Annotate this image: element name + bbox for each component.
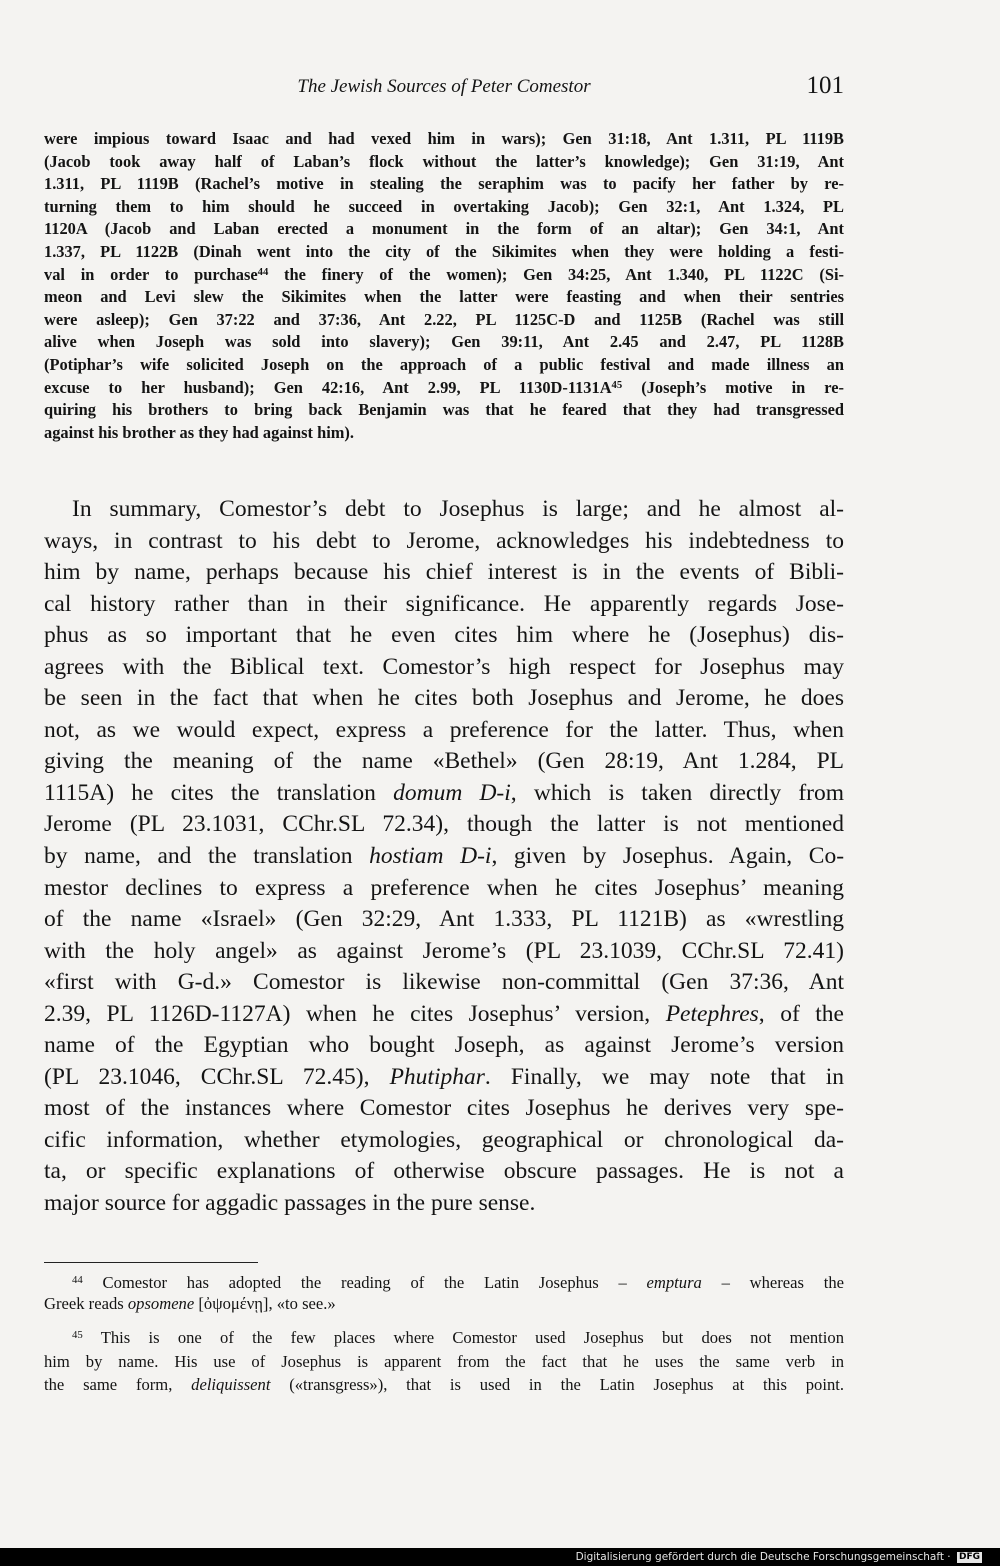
text-line: 1120A (Jacob and Laban erected a monument in the form of an altar); Gen 34:1, Ant xyxy=(44,219,844,239)
text-line: ta, or specific explanations of otherwise obscure passages. He is not a xyxy=(44,1158,844,1185)
text-line: against his brother as they had against him). xyxy=(44,422,354,442)
text-line: the same form, deliquissent («transgress»), that is used in the Latin Josephus at this point. xyxy=(44,1375,844,1394)
italic-term: emptura xyxy=(646,1273,702,1292)
text-line: $^{45}$ This is one of the few places where Comestor used Josephus but does not mention xyxy=(72,1328,844,1347)
text-line: turning them to him should he succeed in overtaking Jacob); Gen 32:1, Ant 1.324, PL xyxy=(44,196,844,216)
text-line: Greek reads opsomene [ὀψομένῃ], «to see.» xyxy=(44,1294,336,1313)
page-header xyxy=(44,72,844,106)
text-line: agrees with the Biblical text. Comestor’s high respect for Josephus may xyxy=(44,653,844,680)
text-line: 1.311, PL 1119B (Rachel’s motive in stealing the seraphim was to pacify her father by re- xyxy=(44,174,844,194)
digitization-footer xyxy=(576,1548,982,1566)
text-line: be seen in the fact that when he cites both Josephus and Jerome, he does xyxy=(44,685,844,712)
footnote-marker: 44 xyxy=(257,266,269,278)
text-line: were asleep); Gen 37:22 and 37:36, Ant 2.22, PL 1125C-D and 1125B (Rachel was still xyxy=(44,309,844,329)
text-line: (Jacob took away half of Laban’s flock without the latter’s knowledge); Gen 31:19, Ant xyxy=(44,151,844,171)
text-line: him by name, perhaps because his chief interest is in the events of Bibli- xyxy=(44,559,844,586)
text-line: quiring his brothers to bring back Benjamin was that he feared that they had transgressed xyxy=(44,400,844,420)
dfg-logo: DFG xyxy=(958,1551,980,1562)
text-line: (PL 23.1046, CChr.SL 72.45), Phutiphar. Finally, we may note that in xyxy=(44,1063,844,1090)
text-line: mestor declines to express a preference when he cites Josephus’ meaning xyxy=(44,874,844,901)
italic-term: deliquissent xyxy=(191,1375,271,1394)
italic-term: opsomene xyxy=(127,1294,195,1313)
italic-term: domum D-i xyxy=(393,779,511,806)
text-line: giving the meaning of the name «Bethel» (Gen 28:19, Ant 1.284, PL xyxy=(44,748,844,775)
footnote-45 xyxy=(44,1326,844,1397)
text-line: major source for aggadic passages in the pure sense. xyxy=(44,1190,536,1217)
italic-term: Phutiphar xyxy=(389,1063,485,1090)
text-line: «first with G-d.» Comestor is likewise non-committal (Gen 37:36, Ant xyxy=(44,969,844,996)
text-line: val in order to purchase$^{44}$ the finery of the women); Gen 34:25, Ant 1.340, PL 1122C (Si- xyxy=(44,264,844,284)
italic-term: hostiam D-i xyxy=(369,843,492,870)
text-line: 1115A) he cites the translation domum D-i, which is taken directly from xyxy=(44,779,844,806)
text-line: $^{44}$ Comestor has adopted the reading of the Latin Josephus – emptura – whereas the xyxy=(72,1273,844,1292)
text-line: not, as we would expect, express a preference for the latter. Thus, when xyxy=(44,716,844,743)
text-line: phus as so important that he even cites him where he (Josephus) dis- xyxy=(44,622,844,649)
text-line: ways, in contrast to his debt to Jerome, acknowledges his indebtedness to xyxy=(44,527,844,554)
text-line: In summary, Comestor’s debt to Josephus is large; and he almost al- xyxy=(72,496,844,522)
continued-notes-paragraph xyxy=(44,128,844,444)
footer-credit: Digitalisierung gefördert durch die Deutsche Forschungsgemeinschaft · xyxy=(575,1551,951,1563)
text-line: were impious toward Isaac and had vexed him in wars); Gen 31:18, Ant 1.311, PL 1119B xyxy=(44,129,844,148)
footnote-44 xyxy=(44,1272,844,1314)
text-line: of the name «Israel» (Gen 32:29, Ant 1.333, PL 1121B) as «wrestling xyxy=(44,906,844,933)
text-line: excuse to her husband); Gen 42:16, Ant 2.99, PL $1130D-1131A^{45}$ (Joseph’s motive in re- xyxy=(44,377,844,397)
footnote-marker: 45 xyxy=(611,379,623,391)
main-paragraph xyxy=(44,494,844,1220)
text-line: Jerome (PL 23.1031, CChr.SL 72.34), though the latter is not mentioned xyxy=(44,811,844,838)
text-line: 1.337, PL 1122B (Dinah went into the city of the Sikimites when they were holding a festi- xyxy=(44,241,844,261)
text-line: by name, and the translation hostiam D-i, given by Josephus. Again, Co- xyxy=(44,843,845,870)
footnote-divider xyxy=(44,1262,258,1263)
text-line: (Potiphar’s wife solicited Joseph on the approach of a public festival and made illness an xyxy=(44,354,844,374)
text-line: cific information, whether etymologies, geographical or chronological da- xyxy=(44,1126,844,1153)
text-line: meon and Levi slew the Sikimites when the latter were feasting and when their sentries xyxy=(44,287,844,307)
footnote-number: 44 xyxy=(72,1274,83,1287)
text-line: name of the Egyptian who bought Joseph, as against Jerome’s version xyxy=(44,1032,844,1059)
text-line: 2.39, PL 1126D-1127A) when he cites Josephus’ version, Petephres, of the xyxy=(44,1000,844,1027)
text-line: alive when Joseph was sold into slavery); Gen 39:11, Ant 2.45 and 2.47, PL 1128B xyxy=(44,332,844,352)
text-line: cal history rather than in their significance. He apparently regards Jose- xyxy=(44,590,844,617)
page-number: 101 xyxy=(806,72,844,99)
italic-term: Petephres xyxy=(665,1000,759,1027)
text-line: most of the instances where Comestor cites Josephus he derives very spe- xyxy=(44,1095,844,1122)
text-line: him by name. His use of Josephus is apparent from the fact that he uses the same verb in xyxy=(44,1351,844,1371)
running-title: The Jewish Sources of Peter Comestor xyxy=(297,76,591,97)
text-line: with the holy angel» as against Jerome’s (PL 23.1039, CChr.SL 72.41) xyxy=(44,937,844,964)
footnote-number: 45 xyxy=(72,1329,83,1342)
